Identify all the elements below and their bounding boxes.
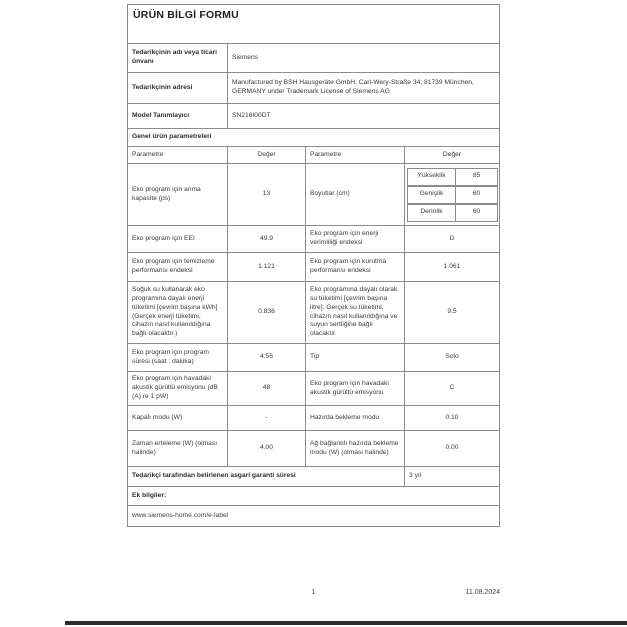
model-identifier-value: SN216I00DT	[232, 111, 271, 119]
param-row-noise	[128, 372, 499, 406]
title-row	[128, 5, 499, 44]
param-label: Eko program için anma kapasite (ps)	[128, 164, 228, 225]
param-label: Eko program için enerji verimliliği endeksi	[306, 226, 405, 252]
model-identifier-row	[128, 104, 499, 129]
param-label: Eko program için havadaki akustik gürültü emisyonu (dB (A) re 1 pW)	[128, 372, 228, 405]
param-label: Ağ bağlantılı hazırda bekleme modu (W) (olması halinde)	[306, 431, 405, 466]
elabel-link[interactable]: www.siemens-home.com/e-label	[132, 511, 229, 519]
param-label: Soğuk su kullanarak eko programına dayalı enerji tüketimi [çevrim başına kWh] (Gerçek enerji tüketimi, cihazın nasıl kullanıldığına bağlı olacaktır.)	[128, 282, 228, 343]
param-label: Zaman erteleme (W) (olması halinde)	[128, 431, 228, 466]
dimension-value: 60	[472, 190, 481, 198]
dimension-value: 60	[472, 208, 481, 216]
param-value: -	[228, 406, 306, 430]
param-label: Kapalı modu (W)	[128, 406, 228, 430]
footer-date: 11.08.2024	[465, 589, 500, 596]
header-parametre-right: Parametre	[306, 147, 405, 163]
param-value: C	[449, 384, 455, 392]
param-value: 4.00	[228, 431, 306, 466]
param-value: 0.00	[445, 444, 459, 452]
param-label: Eko programına dayalı olarak su tüketimi [çevrim başına litre]. Gerçek su tüketimi, cihazın nasıl kullanıldığına ve suyun sertliğine bağlı olacaktır.	[306, 282, 405, 343]
section-header-row	[128, 129, 499, 147]
elabel-link-row	[128, 506, 499, 526]
dimension-name: Derinlik	[408, 205, 456, 221]
param-value: 1.061	[443, 262, 461, 270]
bottom-dark-bar	[65, 621, 627, 625]
param-value: 49.9	[228, 226, 306, 252]
extra-info-label: Ek bilgiler:	[132, 491, 167, 499]
param-row-energy-water	[128, 282, 499, 344]
param-label: Tip	[306, 344, 405, 371]
model-identifier-label: Model Tanımlayıcı	[128, 104, 228, 128]
param-value: Solo	[445, 353, 459, 361]
dimension-row-depth	[407, 204, 498, 222]
param-row-cleaning-drying	[128, 253, 499, 282]
dimensions-list	[405, 168, 499, 222]
param-value: 4:55	[228, 344, 306, 371]
param-value: 13	[228, 164, 306, 225]
section-title: Genel ürün parametreleri	[132, 133, 212, 141]
dimensions-cell	[405, 164, 499, 225]
warranty-row	[128, 467, 499, 487]
page-footer	[127, 589, 500, 601]
param-label: Boyutlar (cm)	[306, 164, 405, 225]
param-value: D	[449, 234, 455, 242]
param-row-delay-network	[128, 431, 499, 467]
param-label: Eko program için EEI	[128, 226, 228, 252]
param-header-row	[128, 147, 499, 164]
supplier-address-label: Tedarikçinin adresi	[128, 73, 228, 103]
dimension-row-height	[407, 168, 498, 186]
param-label: Eko program için temizleme performansı endeksi	[128, 253, 228, 281]
param-row-eei	[128, 226, 499, 253]
header-parametre-left: Parametre	[128, 147, 228, 163]
header-deger-right: Değer	[442, 150, 462, 158]
param-label: Eko program için havadaki akustik gürültü emisyonu	[306, 372, 405, 405]
param-row-duration-type	[128, 344, 499, 372]
dimension-value: 85	[472, 172, 481, 180]
supplier-address-row	[128, 73, 499, 104]
dimension-row-width	[407, 186, 498, 204]
param-value: 9.5	[447, 308, 457, 316]
param-label: Eko program için program süresi (saat : dakika)	[128, 344, 228, 371]
dimension-name: Yükseklik	[408, 169, 456, 185]
supplier-name-label: Tedarikçinin adı veya ticari ünvanı	[128, 44, 228, 72]
title-cell	[128, 5, 499, 43]
warranty-label: Tedarikçi tarafından belirlenen asgari garanti süresi	[128, 467, 405, 486]
param-row-capacity-dimensions	[128, 164, 499, 226]
dimension-name: Genişlik	[408, 187, 456, 203]
product-info-table	[127, 4, 500, 527]
warranty-value: 3 yıl	[409, 472, 422, 480]
supplier-address-value: Manufactured by BSH Hausgeräte GmbH, Carl-Wery-Straße 34, 81739 München, GERMANY under Trademark License of Siemens AG	[232, 79, 474, 95]
page-title: ÜRÜN BİLGİ FORMU	[133, 9, 239, 21]
param-label: Hazırda bekleme modu	[306, 406, 405, 430]
param-value: 0.836	[228, 282, 306, 343]
param-label: Eko program için kurutma performansı endeksi	[306, 253, 405, 281]
supplier-name-row	[128, 44, 499, 73]
extra-info-row	[128, 487, 499, 506]
page-number: 1	[311, 589, 316, 596]
param-row-off-standby	[128, 406, 499, 431]
supplier-name-value: Siemens	[232, 53, 259, 61]
param-value: 1.121	[228, 253, 306, 281]
param-value: 0.10	[445, 413, 459, 421]
header-deger-left: Değer	[228, 147, 306, 163]
param-value: 48	[228, 372, 306, 405]
